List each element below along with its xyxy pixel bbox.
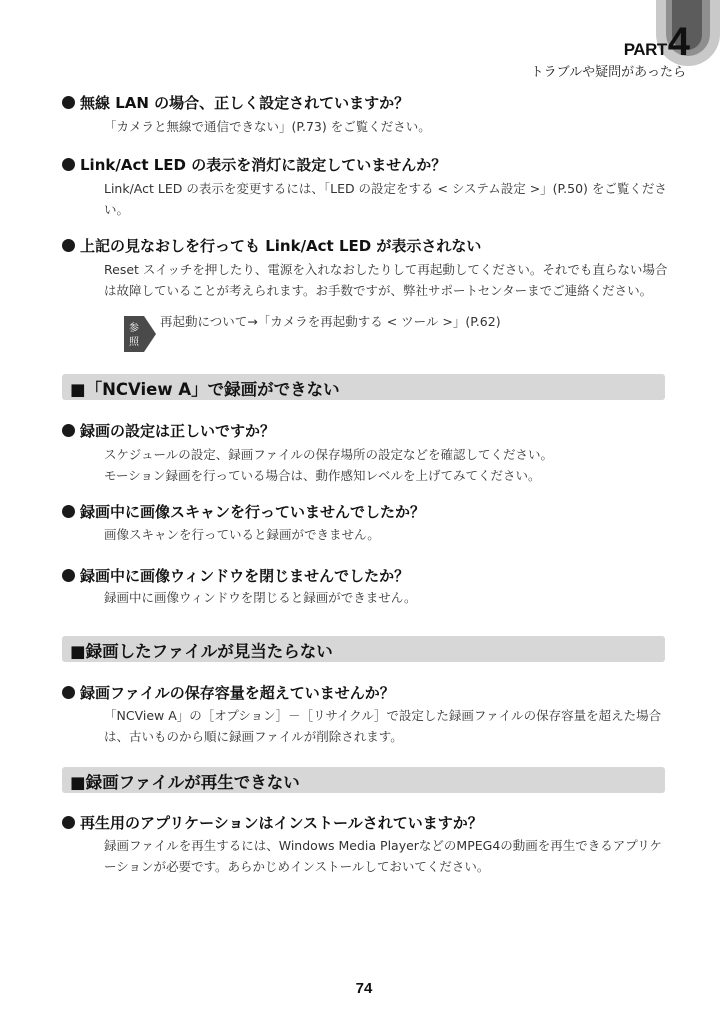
reference-badge bbox=[124, 316, 160, 352]
part-number: 4 bbox=[667, 20, 690, 64]
question-heading bbox=[62, 565, 409, 586]
answer-text bbox=[104, 705, 670, 747]
question-text: 録画の設定は正しいですか？ bbox=[80, 422, 276, 440]
page-number: 74 bbox=[355, 980, 373, 997]
bullet-icon bbox=[62, 686, 75, 699]
answer-text bbox=[104, 835, 670, 877]
section-title: ■録画したファイルが見当たらない bbox=[70, 642, 333, 661]
bullet-icon bbox=[62, 424, 75, 437]
part-word: PART bbox=[623, 40, 667, 59]
section-title: ■録画ファイルが再生できない bbox=[70, 773, 300, 792]
bullet-icon bbox=[62, 816, 75, 829]
answer-text bbox=[104, 524, 670, 545]
answer-line: 「NCView A」の［オプション］－［リサイクル］で設定した録画ファイルの保存容量を超えた場合は、古いものから順に録画ファイルが削除されます。 bbox=[104, 708, 662, 744]
question-heading bbox=[62, 682, 395, 703]
question-heading bbox=[62, 235, 481, 256]
question-heading bbox=[62, 501, 425, 522]
question-text: 無線 LAN の場合、正しく設定されていますか？ bbox=[80, 94, 410, 112]
bullet-icon bbox=[62, 569, 75, 582]
reference-text: 再起動について→「カメラを再起動する < ツール >」(P.62) bbox=[160, 314, 501, 329]
question-text: 再生用のアプリケーションはインストールされていますか？ bbox=[80, 814, 483, 832]
answer-line: 録画ファイルを再生するには、Windows Media PlayerなどのMPEG4の動画を再生できるアプリケーションが必要です。あらかじめインストールしておいてください。 bbox=[104, 838, 663, 874]
answer-line: 画像スキャンを行っていると録画ができません。 bbox=[104, 527, 380, 542]
reference-badge-char: 参 bbox=[129, 323, 139, 334]
bullet-icon bbox=[62, 239, 75, 252]
answer-text bbox=[104, 444, 670, 486]
answer-line: モーション録画を行っている場合は、動作感知レベルを上げてみてください。 bbox=[104, 468, 541, 483]
section-header bbox=[62, 636, 665, 662]
answer-line: 録画中に画像ウィンドウを閉じると録画ができません。 bbox=[104, 590, 417, 605]
bullet-icon bbox=[62, 505, 75, 518]
answer-text: Link/Act LED の表示を変更するには、「LED の設定をする < システム設定 >」(P.50) をご覧ください。 bbox=[104, 181, 667, 217]
question-text: 上記の見なおしを行っても Link/Act LED が表示されない bbox=[80, 237, 482, 255]
bullet-icon bbox=[62, 96, 75, 109]
question-heading bbox=[62, 420, 275, 441]
section-header bbox=[62, 767, 665, 793]
answer-line: スケジュールの設定、録画ファイルの保存場所の設定などを確認してください。 bbox=[104, 447, 554, 462]
bullet-icon bbox=[62, 158, 75, 171]
answer-text: 「カメラと無線で通信できない」(P.73) をご覧ください。 bbox=[104, 119, 431, 134]
chapter-subtitle: トラブルや疑問があったら bbox=[530, 65, 686, 80]
question-text: 録画中に画像ウィンドウを閉じませんでしたか？ bbox=[80, 567, 410, 585]
section-title: ■「NCView A」で録画ができない bbox=[70, 380, 340, 399]
question-text: 録画ファイルの保存容量を超えていませんか？ bbox=[80, 684, 395, 702]
reference-badge-char: 照 bbox=[129, 337, 139, 348]
answer-text bbox=[104, 587, 670, 608]
section-header bbox=[62, 374, 665, 400]
question-heading bbox=[62, 92, 409, 113]
question-text: 録画中に画像スキャンを行っていませんでしたか？ bbox=[80, 503, 426, 521]
question-text: Link/Act LED の表示を消灯に設定していませんか？ bbox=[80, 156, 447, 174]
part-label bbox=[624, 22, 690, 62]
question-heading bbox=[62, 812, 483, 833]
answer-text: Reset スイッチを押したり、電源を入れなおしたりして再起動してください。それでも直らない場合は故障していることが考えられます。お手数ですが、弊社サポートセンターまでご連絡ください。 bbox=[104, 262, 668, 298]
question-heading bbox=[62, 154, 446, 175]
